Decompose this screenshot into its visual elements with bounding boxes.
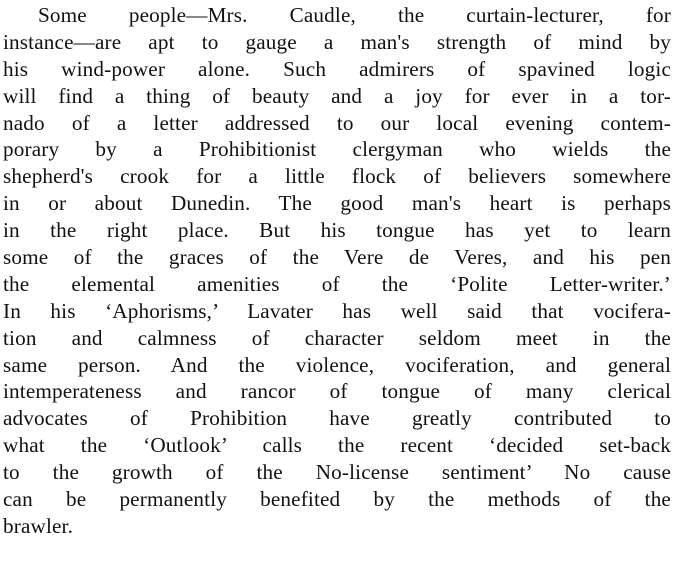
text-line-9: in the right place. But his tongue has yet to learn <box>3 218 671 243</box>
text-line-10: some of the graces of the Vere de Veres, and his pen <box>3 245 671 270</box>
text-line-12: In his ‘Aphorisms,’ Lavater has well said that vocifera- <box>3 298 671 323</box>
text-line-16: advocates of Prohibition have greatly contributed to <box>3 406 671 431</box>
text-line-8: in or about Dunedin. The good man's heart is perhaps <box>3 191 671 216</box>
text-line-4: will find a thing of beauty and a joy for ever in a tor- <box>3 83 671 108</box>
text-line-6: porary by a Prohibitionist clergyman who wields the <box>3 137 671 162</box>
text-line-15: intemperateness and rancor of tongue of many clerical <box>3 379 671 404</box>
text-line-5: nado of a letter addressed to our local evening contem- <box>3 110 671 135</box>
text-line-18: to the growth of the No-license sentiment’ No cause <box>3 460 671 485</box>
text-line-2: instance—are apt to gauge a man's strength of mind by <box>3 29 671 54</box>
text-line-17: what the ‘Outlook’ calls the recent ‘decided set-back <box>3 433 671 458</box>
article-paragraph <box>3 2 671 540</box>
text-line-20: brawler. <box>3 513 74 538</box>
text-line-19: can be permanently benefited by the methods of the <box>3 487 671 512</box>
text-line-13: tion and calmness of character seldom meet in the <box>3 325 671 350</box>
text-line-11: the elemental amenities of the ‘Polite Letter-writer.’ <box>3 271 671 296</box>
text-line-1: Some people—Mrs. Caudle, the curtain-lecturer, for <box>38 3 671 27</box>
text-line-3: his wind-power alone. Such admirers of spavined logic <box>3 56 671 81</box>
text-line-7: shepherd's crook for a little flock of believers somewhere <box>3 164 671 189</box>
text-line-14: same person. And the violence, vociferation, and general <box>3 352 671 377</box>
